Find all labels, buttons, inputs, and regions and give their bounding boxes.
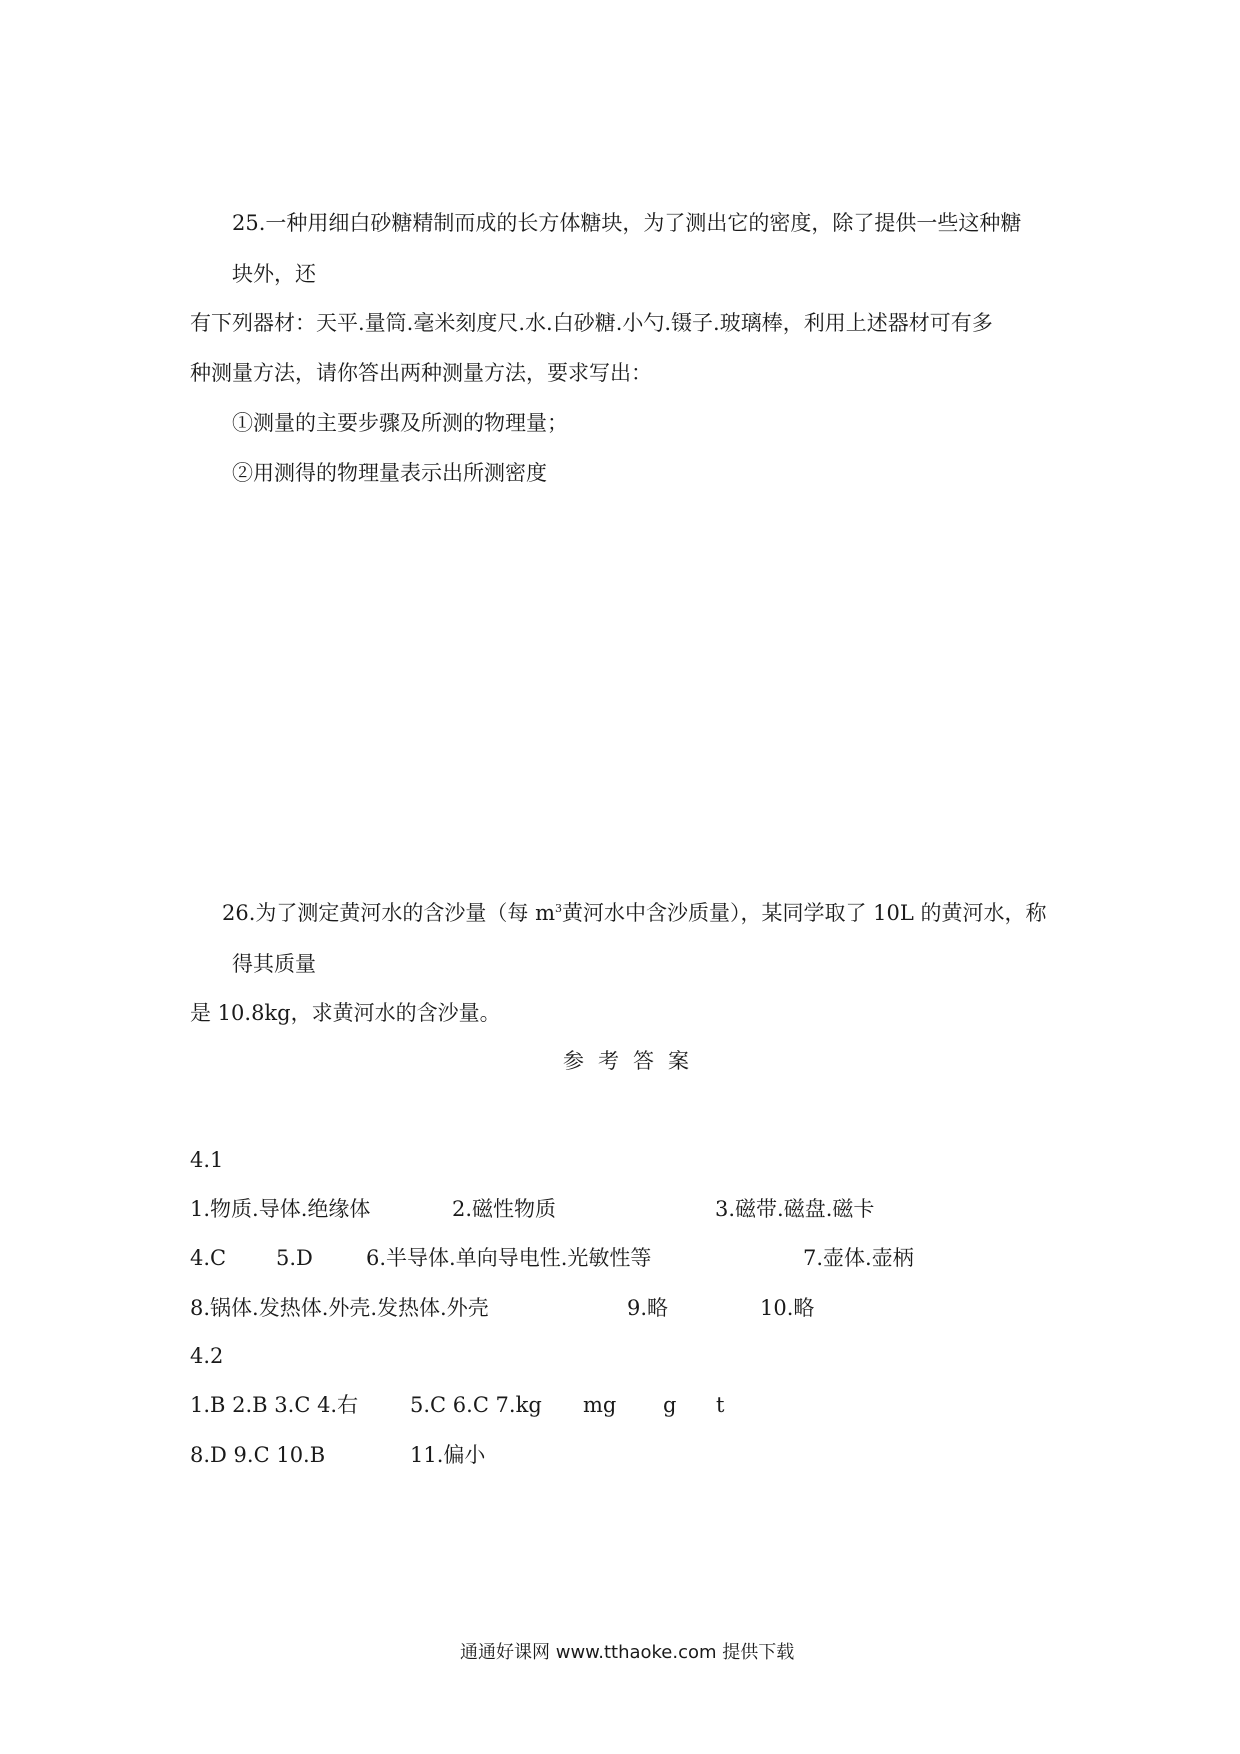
q26-line-1 xyxy=(222,900,1047,926)
q25-line-4: 种测量方法，请你答出两种测量方法，要求写出： xyxy=(190,361,652,385)
answer-4-2-row2-a: 8.D 9.C 10.B xyxy=(190,1443,326,1467)
section-4-1-heading: 4.1 xyxy=(190,1148,224,1172)
q26-cubic-superscript: 3 xyxy=(554,902,562,915)
q25-line-3: 有下列器材：天平.量筒.毫米刻度尺.水.白砂糖.小勺.镊子.玻璃棒，利用上述器材可有多 xyxy=(190,311,993,335)
section-4-2-heading: 4.2 xyxy=(190,1344,224,1368)
answer-4-2-row1-e: t xyxy=(716,1393,725,1417)
q25-requirement-2: ②用测得的物理量表示出所测密度 xyxy=(232,461,547,485)
answer-4-1-row1-b: 2.磁性物质 xyxy=(452,1197,557,1221)
answer-4-2-row1-c: mg xyxy=(583,1393,617,1417)
answer-4-1-row2-b: 5.D xyxy=(276,1246,313,1270)
answer-4-2-row1-a: 1.B 2.B 3.C 4.右 xyxy=(190,1393,359,1417)
answer-4-1-row3-b: 9.略 xyxy=(627,1296,669,1320)
footer-source: 通通好课网 www.tthaoke.com 提供下载 xyxy=(460,1642,795,1663)
q25-requirement-1: ①测量的主要步骤及所测的物理量； xyxy=(232,411,568,435)
answer-4-1-row3-a: 8.锅体.发热体.外壳.发热体.外壳 xyxy=(190,1296,489,1320)
answer-4-1-row2-d: 7.壶体.壶柄 xyxy=(803,1246,914,1270)
q26-line-3: 是 10.8kg，求黄河水的含沙量。 xyxy=(190,1001,501,1025)
q25-line-1: 25.一种用细白砂糖精制而成的长方体糖块，为了测出它的密度，除了提供一些这种糖 xyxy=(232,211,1022,235)
answer-4-1-row1-a: 1.物质.导体.绝缘体 xyxy=(190,1197,371,1221)
answer-4-1-row2-a: 4.C xyxy=(190,1246,227,1270)
answer-4-2-row1-b: 5.C 6.C 7.kg xyxy=(410,1393,542,1417)
answer-4-1-row3-c: 10.略 xyxy=(760,1296,815,1320)
answers-title: 参考答案 xyxy=(563,1049,703,1073)
q26-line-1-post: 黄河水中含沙质量），某同学取了 10L 的黄河水，称 xyxy=(561,901,1047,925)
answer-4-2-row1-d: g xyxy=(663,1393,677,1417)
q25-line-2: 块外，还 xyxy=(232,262,316,286)
q26-line-1-pre: 26.为了测定黄河水的含沙量（每 m xyxy=(222,901,555,925)
q26-line-2: 得其质量 xyxy=(232,952,316,976)
answer-4-1-row2-c: 6.半导体.单向导电性.光敏性等 xyxy=(366,1246,652,1270)
answer-4-1-row1-c: 3.磁带.磁盘.磁卡 xyxy=(715,1197,875,1221)
answer-4-2-row2-b: 11.偏小 xyxy=(410,1443,486,1467)
